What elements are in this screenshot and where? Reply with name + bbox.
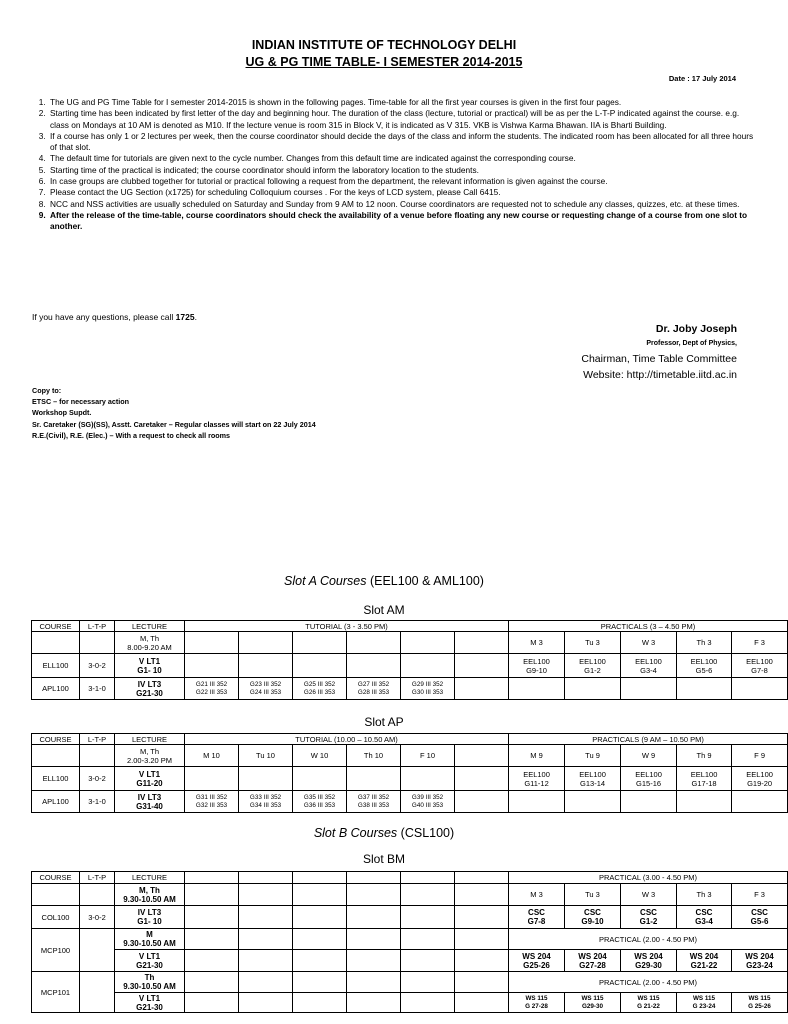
practical-cell: EEL100 G9-10 bbox=[509, 654, 565, 678]
practical-cell: EEL100 G5-6 bbox=[677, 654, 732, 678]
practical-cell: EEL100 G17-18 bbox=[677, 767, 732, 791]
practical-header: PRACTICAL (2.00 - 4.50 PM) bbox=[509, 929, 788, 950]
day-header: F 3 bbox=[732, 884, 788, 906]
tutorial-cell: G35 III 352 G36 III 353 bbox=[293, 791, 347, 813]
col-header-practical: PRACTICAL (3.00 - 4.50 PM) bbox=[509, 872, 788, 884]
institute-name: INDIAN INSTITUTE OF TECHNOLOGY DELHI bbox=[251, 38, 517, 52]
slot-a-heading-rest: (EEL100 & AML100) bbox=[366, 574, 484, 588]
course-code: MCP101 bbox=[32, 972, 80, 1013]
table-row bbox=[32, 950, 788, 972]
day-header: Tu 9 bbox=[565, 745, 621, 767]
practical-cell: CSC G1-2 bbox=[621, 906, 677, 929]
note-item: 8. NCC and NSS activities are usually scheduled on Saturday and Sunday from 9 AM to 12 noon. Course coordinators are requested not to schedule any classes, quizzes, etc. at these times. bbox=[48, 199, 756, 210]
slot-b-heading-rest: (CSL100) bbox=[397, 826, 455, 840]
lecture-venue: IV LT3 G1- 10 bbox=[115, 906, 185, 929]
practical-cell: CSC G5-6 bbox=[732, 906, 788, 929]
slot-bm-title: Slot BM bbox=[362, 852, 405, 866]
tutorial-cell: G29 III 352 G30 III 353 bbox=[401, 678, 455, 700]
lecture-venue: IV LT3 G21-30 bbox=[115, 678, 185, 700]
tutorial-cell: G23 III 352 G24 III 353 bbox=[239, 678, 293, 700]
lecture-venue: IV LT3 G31-40 bbox=[115, 791, 185, 813]
questions-line bbox=[32, 312, 197, 322]
table-row bbox=[32, 993, 788, 1013]
slot-a-heading bbox=[0, 574, 768, 588]
col-header-tutorial: TUTORIAL (3 - 3.50 PM) bbox=[185, 621, 509, 632]
signatory-name: Dr. Joby Joseph bbox=[655, 323, 737, 335]
day-header: F 9 bbox=[732, 745, 788, 767]
col-header-ltp: L-T-P bbox=[80, 872, 115, 884]
day-header: M 9 bbox=[509, 745, 565, 767]
table-row bbox=[32, 767, 788, 791]
course-ltp: 3-0-2 bbox=[80, 654, 115, 678]
note-item: 7. Please contact the UG Section (x1725) for scheduling Colloquium courses . For the keys of LCD system, please Call 6415. bbox=[48, 187, 756, 198]
table-row bbox=[32, 654, 788, 678]
lecture-time: Th 9.30-10.50 AM bbox=[115, 972, 185, 993]
practical-cell: EEL100 G19-20 bbox=[732, 767, 788, 791]
lecture-venue: V LT1 G11-20 bbox=[115, 767, 185, 791]
col-header-lecture: LECTURE bbox=[115, 872, 185, 884]
signatory-title: Professor, Dept of Physics, bbox=[646, 340, 737, 347]
help-number: 1725 bbox=[175, 312, 195, 322]
day-header: W 3 bbox=[621, 632, 677, 654]
slot-ap-title: Slot AP bbox=[364, 715, 404, 729]
practical-cell: WS 115 G 27-28 bbox=[509, 993, 565, 1013]
instructions-list bbox=[30, 97, 756, 233]
day-header: M 3 bbox=[509, 632, 565, 654]
copy-to-item: ETSC – for necessary action bbox=[32, 397, 130, 407]
practical-cell: WS 204 G21-22 bbox=[677, 950, 732, 972]
day-header: M 3 bbox=[509, 884, 565, 906]
col-header-ltp: L-T-P bbox=[80, 621, 115, 632]
release-date: Date : 17 July 2014 bbox=[668, 74, 736, 83]
note-item: 3. If a course has only 1 or 2 lectures per week, then the course coordinator should decide the days of the class and inform the students. The indicated room has been allocated for all three hours of that slot. bbox=[48, 131, 756, 154]
table-row bbox=[32, 678, 788, 700]
course-code: ELL100 bbox=[32, 767, 80, 791]
day-header: Tu 3 bbox=[565, 632, 621, 654]
col-header-lecture: LECTURE bbox=[115, 734, 185, 745]
table-row bbox=[32, 791, 788, 813]
practical-cell: EEL100 G11-12 bbox=[509, 767, 565, 791]
lecture-time: M 9.30-10.50 AM bbox=[115, 929, 185, 950]
note-item: 6. In case groups are clubbed together for tutorial or practical following a request from the department, the relevant information is given against the course. bbox=[48, 176, 756, 187]
lecture-venue: V LT1 G21-30 bbox=[115, 950, 185, 972]
col-header-course: COURSE bbox=[32, 872, 80, 884]
course-code: ELL100 bbox=[32, 654, 80, 678]
day-header: F 10 bbox=[401, 745, 455, 767]
course-code: MCP100 bbox=[32, 929, 80, 972]
table-row bbox=[32, 906, 788, 929]
course-code: APL100 bbox=[32, 791, 80, 813]
col-header-lecture: LECTURE bbox=[115, 621, 185, 632]
col-header-tutorial: TUTORIAL (10.00 – 10.50 AM) bbox=[185, 734, 509, 745]
col-header-course: COURSE bbox=[32, 734, 80, 745]
practical-cell: EEL100 G13-14 bbox=[565, 767, 621, 791]
practical-cell: EEL100 G1-2 bbox=[565, 654, 621, 678]
practical-cell: EEL100 G7-8 bbox=[732, 654, 788, 678]
slot-am-table bbox=[31, 620, 788, 700]
practical-cell: WS 204 G25-26 bbox=[509, 950, 565, 972]
course-ltp: 3-0-2 bbox=[80, 906, 115, 929]
note-item: 9. After the release of the time-table, course coordinators should check the availability of a venue before floating any new course or requesting change of a course from one slot to another. bbox=[48, 210, 756, 233]
tutorial-cell: G39 III 352 G40 III 353 bbox=[401, 791, 455, 813]
practical-cell: WS 115 G 21-22 bbox=[621, 993, 677, 1013]
course-code: COL100 bbox=[32, 906, 80, 929]
copy-to-heading: Copy to: bbox=[32, 386, 62, 395]
course-ltp: 3-0-2 bbox=[80, 767, 115, 791]
day-header: Th 3 bbox=[677, 632, 732, 654]
lecture-venue: V LT1 G1- 10 bbox=[115, 654, 185, 678]
course-ltp: 3-1-0 bbox=[80, 678, 115, 700]
practical-cell: WS 204 G29-30 bbox=[621, 950, 677, 972]
day-header: W 10 bbox=[293, 745, 347, 767]
slot-ap-table bbox=[31, 733, 788, 813]
copy-to-list bbox=[32, 385, 316, 441]
course-code: APL100 bbox=[32, 678, 80, 700]
col-header-course: COURSE bbox=[32, 621, 80, 632]
tutorial-cell: G27 III 352 G28 III 353 bbox=[347, 678, 401, 700]
lecture-time: M, Th 2.00-3.20 PM bbox=[115, 745, 185, 767]
day-header: Tu 10 bbox=[239, 745, 293, 767]
slot-a-heading-italic: Slot A Courses bbox=[284, 574, 367, 588]
practical-cell: WS 115 G29-30 bbox=[565, 993, 621, 1013]
day-header: F 3 bbox=[732, 632, 788, 654]
day-header: W 9 bbox=[621, 745, 677, 767]
lecture-time: M, Th 8.00-9.20 AM bbox=[115, 632, 185, 654]
copy-to-item: R.E.(Civil), R.E. (Elec.) – With a request to check all rooms bbox=[32, 430, 231, 440]
slot-bm-table bbox=[31, 871, 788, 1013]
lecture-time: M, Th 9.30-10.50 AM bbox=[115, 884, 185, 906]
practical-header: PRACTICAL (2.00 - 4.50 PM) bbox=[509, 972, 788, 993]
practical-cell: EEL100 G15-16 bbox=[621, 767, 677, 791]
lecture-venue: V LT1 G21-30 bbox=[115, 993, 185, 1013]
day-header: Th 9 bbox=[677, 745, 732, 767]
questions-text: If you have any questions, please call bbox=[32, 312, 176, 322]
copy-to-item: Workshop Supdt. bbox=[32, 408, 92, 418]
website-link[interactable]: Website: http://timetable.iitd.ac.in bbox=[583, 369, 737, 381]
practical-cell: WS 204 G23-24 bbox=[732, 950, 788, 972]
col-header-practicals: PRACTICALS (9 AM – 10.50 PM) bbox=[509, 734, 788, 745]
slot-b-heading bbox=[0, 826, 768, 840]
tutorial-cell: G33 III 352 G34 III 353 bbox=[239, 791, 293, 813]
practical-cell: CSC G7-8 bbox=[509, 906, 565, 929]
slot-am-title: Slot AM bbox=[363, 603, 405, 617]
day-header: Th 3 bbox=[677, 884, 732, 906]
tutorial-cell: G25 III 352 G26 III 353 bbox=[293, 678, 347, 700]
tutorial-cell: G37 III 352 G38 III 353 bbox=[347, 791, 401, 813]
practical-cell: WS 115 G 23-24 bbox=[677, 993, 732, 1013]
day-header: W 3 bbox=[621, 884, 677, 906]
note-item: 1. The UG and PG Time Table for I semester 2014-2015 is shown in the following pages. Time-table for all the first year courses is given in the first four pages. bbox=[48, 97, 756, 108]
day-header: M 10 bbox=[185, 745, 239, 767]
practical-cell: EEL100 G3-4 bbox=[621, 654, 677, 678]
signatory-role: Chairman, Time Table Committee bbox=[581, 353, 737, 365]
note-item: 4. The default time for tutorials are given next to the cycle number. Changes from this default time are indicated against the corresponding course. bbox=[48, 153, 756, 164]
practical-cell: WS 115 G 25-26 bbox=[732, 993, 788, 1013]
tutorial-cell: G21 III 352 G22 III 353 bbox=[185, 678, 239, 700]
tutorial-cell: G31 III 352 G32 III 353 bbox=[185, 791, 239, 813]
copy-to-item: Sr. Caretaker (SG)(SS), Asstt. Caretaker – Regular classes will start on 22 July 2014 bbox=[32, 419, 316, 429]
col-header-ltp: L-T-P bbox=[80, 734, 115, 745]
note-item: 2. Starting time has been indicated by first letter of the day and beginning hour. The duration of the class (lecture, tutorial or practical) will be as per the L-T-P indicated against the course. e.g. class on Mondays at 10 AM is denoted as M10. If the lecture venue is room 315 in Block V, it is indicated as V 315. VKB is Vishwa Karma Bhawan. IIA is Bharti Building. bbox=[48, 108, 756, 131]
questions-end: . bbox=[194, 312, 197, 322]
timetable-title: UG & PG TIME TABLE- I SEMESTER 2014-2015 bbox=[245, 55, 523, 69]
note-item: 5. Starting time of the practical is indicated; the course coordinator should inform the laboratory location to the students. bbox=[48, 165, 756, 176]
day-header: Th 10 bbox=[347, 745, 401, 767]
col-header-practicals: PRACTICALS (3 – 4.50 PM) bbox=[509, 621, 788, 632]
course-ltp: 3-1-0 bbox=[80, 791, 115, 813]
day-header: Tu 3 bbox=[565, 884, 621, 906]
slot-b-heading-italic: Slot B Courses bbox=[313, 826, 398, 840]
practical-cell: WS 204 G27-28 bbox=[565, 950, 621, 972]
practical-cell: CSC G3-4 bbox=[677, 906, 732, 929]
practical-cell: CSC G9-10 bbox=[565, 906, 621, 929]
